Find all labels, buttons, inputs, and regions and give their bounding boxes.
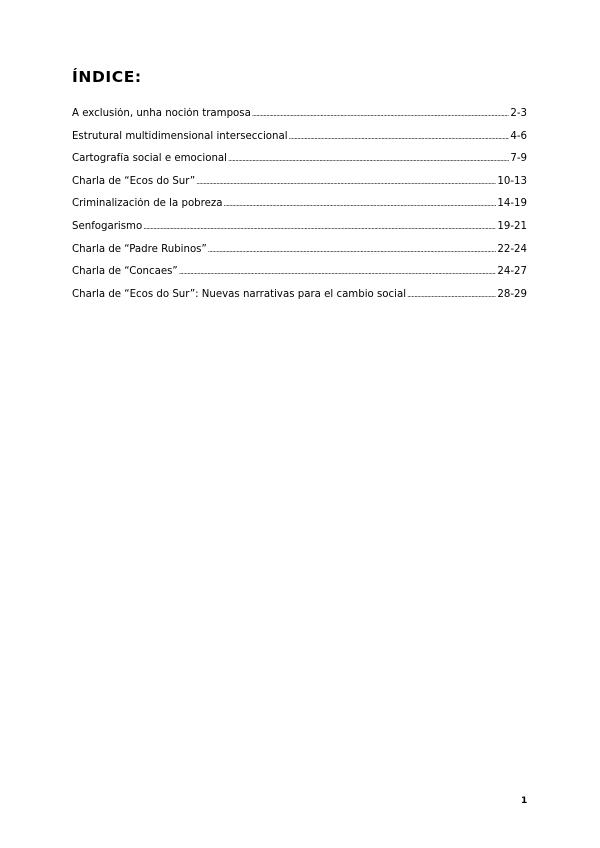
toc-entry <box>72 198 527 221</box>
toc-entry-label: Charla de “Ecos do Sur” <box>72 175 196 187</box>
toc-entry-label: Charla de “Ecos do Sur”: Nuevas narrativas para el cambio social <box>72 288 407 300</box>
toc-entry <box>72 289 527 312</box>
table-of-contents <box>72 108 527 311</box>
page-number: 1 <box>521 796 528 806</box>
page-title: ÍNDICE: <box>72 68 142 86</box>
toc-entry-pages: 28-29 <box>497 288 527 300</box>
toc-dot-leader <box>143 224 496 231</box>
toc-dot-leader <box>179 269 497 276</box>
toc-entry <box>72 131 527 154</box>
toc-dot-leader <box>228 156 509 163</box>
toc-dot-leader <box>252 111 510 118</box>
toc-entry-pages: 7-9 <box>510 153 527 165</box>
toc-entry-pages: 4-6 <box>510 130 527 142</box>
toc-entry-pages: 22-24 <box>497 243 527 255</box>
toc-entry <box>72 108 527 131</box>
toc-entry-label: Estrutural multidimensional interseccional <box>72 130 288 142</box>
toc-entry-pages: 19-21 <box>497 220 527 232</box>
toc-entry-label: Charla de “Padre Rubinos” <box>72 243 207 255</box>
toc-entry-label: Cartografía social e emocional <box>72 153 227 165</box>
toc-dot-leader <box>208 247 497 254</box>
toc-dot-leader <box>289 134 510 141</box>
toc-entry-label: Criminalización de la pobreza <box>72 198 223 210</box>
toc-entry <box>72 221 527 244</box>
toc-entry <box>72 266 527 289</box>
toc-entry-pages: 24-27 <box>497 266 527 278</box>
toc-entry-pages: 14-19 <box>497 198 527 210</box>
toc-entry-label: Charla de “Concaes” <box>72 266 178 278</box>
toc-dot-leader <box>196 179 496 186</box>
toc-entry <box>72 153 527 176</box>
toc-dot-leader <box>407 292 496 299</box>
toc-dot-leader <box>223 201 496 208</box>
toc-entry-pages: 10-13 <box>497 175 527 187</box>
toc-entry-label: Senfogarismo <box>72 220 143 232</box>
toc-entry-pages: 2-3 <box>510 108 527 119</box>
toc-entry <box>72 176 527 199</box>
toc-entry <box>72 244 527 267</box>
toc-entry-label: A exclusión, unha noción tramposa <box>72 108 251 119</box>
